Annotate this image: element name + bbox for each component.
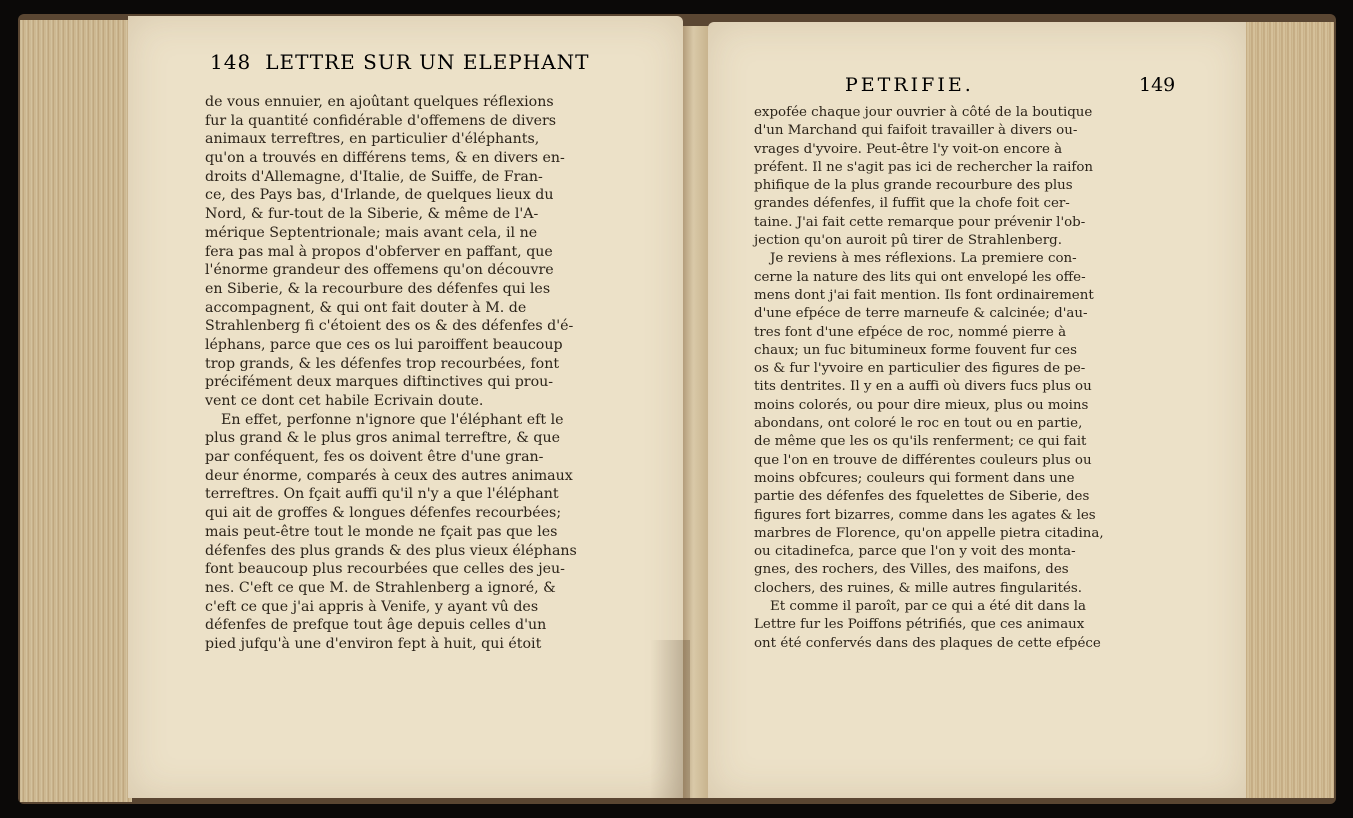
text-line: qui ait de groffes & longues défenfes recourbées; [205,505,562,522]
left-page-edges [20,20,132,802]
text-line: fera pas mal à propos d'obferver en paffant, que [205,243,553,260]
text-line: jection qu'on auroit pû tirer de Strahlenberg. [754,233,1062,249]
text-line: défenfes de prefque tout âge depuis celles d'un [205,617,547,634]
left-running-head-title: LETTRE SUR UN ELEPHANT [265,50,590,74]
text-line: nes. C'eft ce que M. de Strahlenberg a ignoré, & [205,579,556,596]
text-line: Lettre fur les Poiffons pétrifiés, que ces animaux [754,617,1085,633]
text-line: moins obfcures; couleurs qui forment dans une [754,470,1075,486]
left-page-body [205,93,660,654]
text-line: figures fort bizarres, comme dans les agates & les [754,507,1096,523]
text-line: fur la quantité confidérable d'offemens de divers [205,112,557,129]
text-line: préfent. Il ne s'agit pas ici de rechercher la raifon [754,159,1094,175]
text-line: plus grand & le plus gros animal terreftre, & que [205,430,560,447]
text-line: ont été confervés dans des plaques de cette efpéce [754,635,1101,651]
text-line: expofée chaque jour ouvrier à côté de la boutique [754,105,1093,120]
text-line: mérique Septentrionale; mais avant cela, il ne [205,224,538,241]
text-line: défenfes des plus grands & des plus vieux éléphans [205,542,577,559]
text-line: d'une efpéce de terre marneufe & calcinée; d'au- [754,306,1088,322]
right-running-head-title: PETRIFIE. [845,74,974,96]
text-line: animaux terreftres, en particulier d'éléphants, [205,131,540,148]
text-line: Strahlenberg fi c'étoient des os & des défenfes d'é- [205,318,574,335]
text-line: chaux; un fuc bitumineux forme fouvent fur ces [754,342,1077,358]
text-line: grandes défenfes, il fuffit que la chofe foit cer- [754,196,1070,212]
text-line: moins colorés, ou pour dire mieux, plus ou moins [754,397,1089,413]
text-line: léphans, parce que ces os lui paroiffent beaucoup [205,336,563,353]
text-line: partie des défenfes des fquelettes de Siberie, des [754,489,1090,505]
left-running-head [210,50,660,74]
text-line: par conféquent, fes os doivent être d'une gran- [205,449,544,466]
text-line: terreftres. On fçait auffi qu'il n'y a que l'éléphant [205,486,559,503]
text-line: de même que les os qu'ils renferment; ce qui fait [754,434,1087,450]
text-line: cerne la nature des lits qui ont envelopé les offe- [754,269,1086,285]
text-line: d'un Marchand qui faifoit travailler à divers ou- [754,123,1078,139]
text-line: mais peut-être tout le monde ne fçait pas que les [205,523,558,540]
text-line: marbres de Florence, qu'on appelle pietra citadina, [754,525,1104,541]
text-line: accompagnent, & qui ont fait douter à M. de [205,299,527,316]
text-line: vrages d'yvoire. Peut-être l'y voit-on encore à [754,141,1063,157]
text-line: en Siberie, & la recourbure des défenfes qui les [205,280,551,297]
right-page-edges [1238,22,1334,798]
text-line: vent ce dont cet habile Ecrivain doute. [205,393,484,409]
text-line: Nord, & fur-tout de la Siberie, & même de l'A- [205,206,539,223]
text-line: de vous ennuier, en ajoûtant quelques réflexions [205,94,554,110]
text-line: abondans, ont coloré le roc en tout ou en partie, [754,416,1083,432]
text-line: clochers, des ruines, & mille autres fingularités. [754,580,1083,596]
text-line: phifique de la plus grande recourbure des plus [754,178,1073,194]
text-line: tres font d'une efpéce de roc, nommé pierre à [754,324,1067,340]
text-line: qu'on a trouvés en différens tems, & en divers en- [205,150,565,167]
text-line: En effet, perfonne n'ignore que l'éléphant eft le [221,411,564,428]
text-line: os & fur l'yvoire en particulier des figures de pe- [754,361,1086,377]
text-line: taine. J'ai fait cette remarque pour prévenir l'ob- [754,214,1086,230]
right-page-number: 149 [1139,74,1176,96]
text-line: pied jufqu'à une d'environ fept à huit, qui étoit [205,635,542,652]
text-line: ou citadinefca, parce que l'on y voit des monta- [754,544,1076,560]
text-line: droits d'Allemagne, d'Italie, de Suiffe, de Fran- [205,168,543,185]
text-line: l'énorme grandeur des offemens qu'on découvre [205,262,554,279]
text-line: Et comme il paroît, par ce qui a été dit dans la [770,599,1086,615]
right-running-head [845,74,1225,96]
text-line: Je reviens à mes réflexions. La premiere con- [770,251,1077,267]
text-line: que l'on en trouve de différentes couleurs plus ou [754,452,1092,468]
text-line: mens dont j'ai fait mention. Ils font ordinairement [754,287,1094,303]
right-page-body [754,104,1104,653]
text-line: précifément deux marques diftinctives qui prou- [205,374,554,391]
text-line: c'eft ce que j'ai appris à Venife, y ayant vû des [205,598,539,615]
left-page-number: 148 [210,50,252,74]
text-line: font beaucoup plus recourbées que celles des jeu- [205,561,565,578]
page-curl-shadow [650,640,690,800]
text-line: tits dentrites. Il y en a auffi où divers fucs plus ou [754,379,1092,395]
text-line: gnes, des rochers, des Villes, des maifons, des [754,562,1069,578]
text-line: trop grands, & les défenfes trop recourbées, font [205,355,560,372]
text-line: ce, des Pays bas, d'Irlande, de quelques lieux du [205,187,554,204]
text-line: deur énorme, comparés à ceux des autres animaux [205,467,573,484]
